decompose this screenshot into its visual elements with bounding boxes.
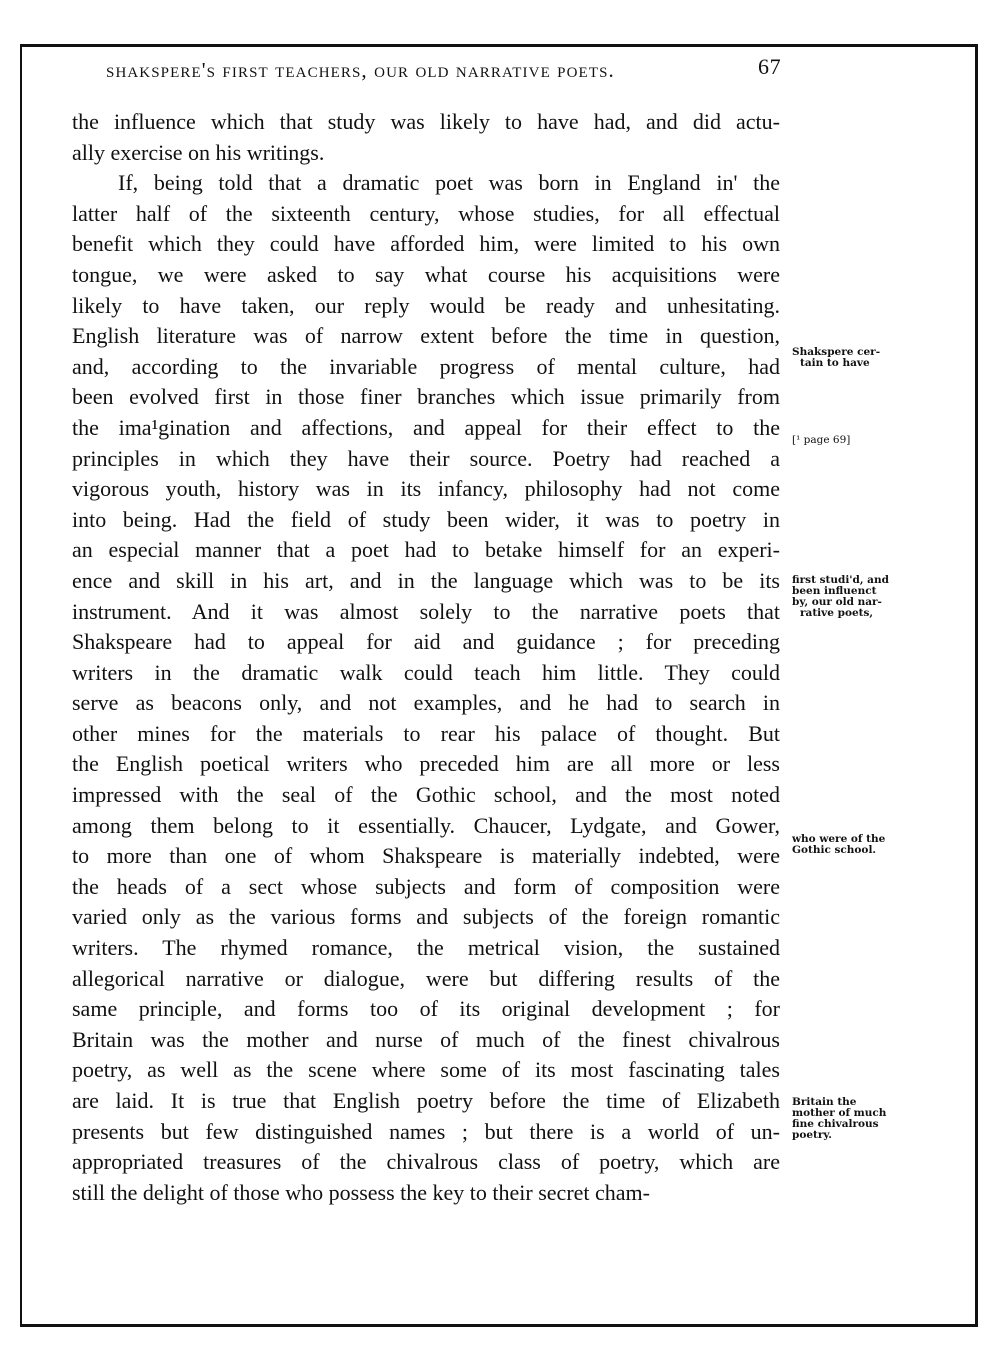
side-note-line: rative poets, <box>800 607 874 619</box>
text-line: serve as beacons only, and not examples, and he had to search in <box>72 690 780 716</box>
text-line: to more than one of whom Shakspeare is materially indebted, were <box>72 843 780 869</box>
text-line: been evolved first in those finer branches which issue primarily from <box>72 384 780 410</box>
side-note-first-studied <box>792 575 889 619</box>
side-note-line: Britain the <box>792 1096 857 1108</box>
text-line: still the delight of those who possess the key to their secret cham- <box>72 1179 650 1205</box>
text-line: varied only as the various forms and subjects of the foreign romantic <box>72 904 780 930</box>
side-note-line: Shakspere cer- <box>792 346 881 358</box>
text-line: an especial manner that a poet had to betake himself for an experi- <box>72 537 780 563</box>
text-line: English literature was of narrow extent before the time in question, <box>72 323 780 349</box>
text-line: appropriated treasures of the chivalrous class of poetry, which are <box>72 1149 780 1175</box>
side-note-page-ref <box>792 435 850 446</box>
text-line: the heads of a sect whose subjects and form of composition were <box>72 873 780 899</box>
text-line: writers. The rhymed romance, the metrical vision, the sustained <box>72 935 780 961</box>
text-line: into being. Had the field of study been wider, it was to poetry in <box>72 506 780 532</box>
text-line: are laid. It is true that English poetry before the time of Elizabeth <box>72 1088 780 1113</box>
text-line: latter half of the sixteenth century, whose studies, for all effectual <box>72 200 780 226</box>
text-line: other mines for the materials to rear his palace of thought. But <box>72 720 780 746</box>
text-line: ence and skill in his art, and in the language which was to be its <box>72 567 780 593</box>
side-note-line: mother of much <box>792 1107 887 1119</box>
text-line: among them belong to it essentially. Chaucer, Lydgate, and Gower, <box>72 812 780 838</box>
text-line: likely to have taken, our reply would be ready and unhesitating. <box>72 292 780 318</box>
side-note-line: fine chivalrous <box>792 1118 879 1130</box>
text-line: the ima¹gination and affections, and appeal for their effect to the <box>72 414 780 440</box>
text-line: allegorical narrative or dialogue, were but differing results of the <box>72 965 780 991</box>
text-line: presents but few distinguished names ; but there is a world of un- <box>72 1118 780 1144</box>
side-note-britain <box>792 1097 886 1141</box>
text-line: Shakspeare had to appeal for aid and guidance ; for preceding <box>72 629 780 655</box>
side-note-shakspere-certain <box>792 347 880 369</box>
side-note-line: tain to have <box>800 357 870 369</box>
text-line: tongue, we were asked to say what course his acquisitions were <box>72 261 780 287</box>
body-text <box>72 107 780 1208</box>
text-line: same principle, and forms too of its original development ; for <box>72 996 780 1022</box>
text-line: impressed with the seal of the Gothic school, and the most noted <box>72 782 780 808</box>
side-note-line: Gothic school. <box>792 844 877 856</box>
side-note-line: who were of the <box>792 833 886 845</box>
side-note-line: first studi'd, and <box>792 574 889 586</box>
text-line: ally exercise on his writings. <box>72 139 325 165</box>
text-line: Britain was the mother and nurse of much of the finest chivalrous <box>72 1026 780 1052</box>
running-head <box>106 54 786 88</box>
text-line: poetry, as well as the scene where some of its most fascinating tales <box>72 1057 780 1083</box>
text-line: the English poetical writers who preceded him are all more or less <box>72 751 780 777</box>
side-note-line: poetry. <box>792 1129 832 1141</box>
text-line: writers in the dramatic walk could teach him little. They could <box>72 659 780 685</box>
text-line: the influence which that study was likely to have had, and did actu- <box>72 109 780 134</box>
page-number: 67 <box>758 54 782 79</box>
side-note-line: been influenct <box>792 585 877 597</box>
running-head-title: shakspere's first teachers, our old narrative poets. <box>106 58 615 82</box>
text-line: If, being told that a dramatic poet was born in England in' the <box>118 170 780 196</box>
text-line: principles in which they have their source. Poetry had reached a <box>72 445 780 471</box>
text-line: instrument. And it was almost solely to the narrative poets that <box>72 598 780 624</box>
side-note-line: [¹ page 69] <box>792 434 851 446</box>
text-line: and, according to the invariable progress of mental culture, had <box>72 353 780 379</box>
side-note-line: by, our old nar- <box>792 596 882 608</box>
text-line: benefit which they could have afforded him, were limited to his own <box>72 231 780 257</box>
text-line: vigorous youth, history was in its infancy, philosophy had not come <box>72 476 780 502</box>
side-note-gothic-school <box>792 834 885 856</box>
